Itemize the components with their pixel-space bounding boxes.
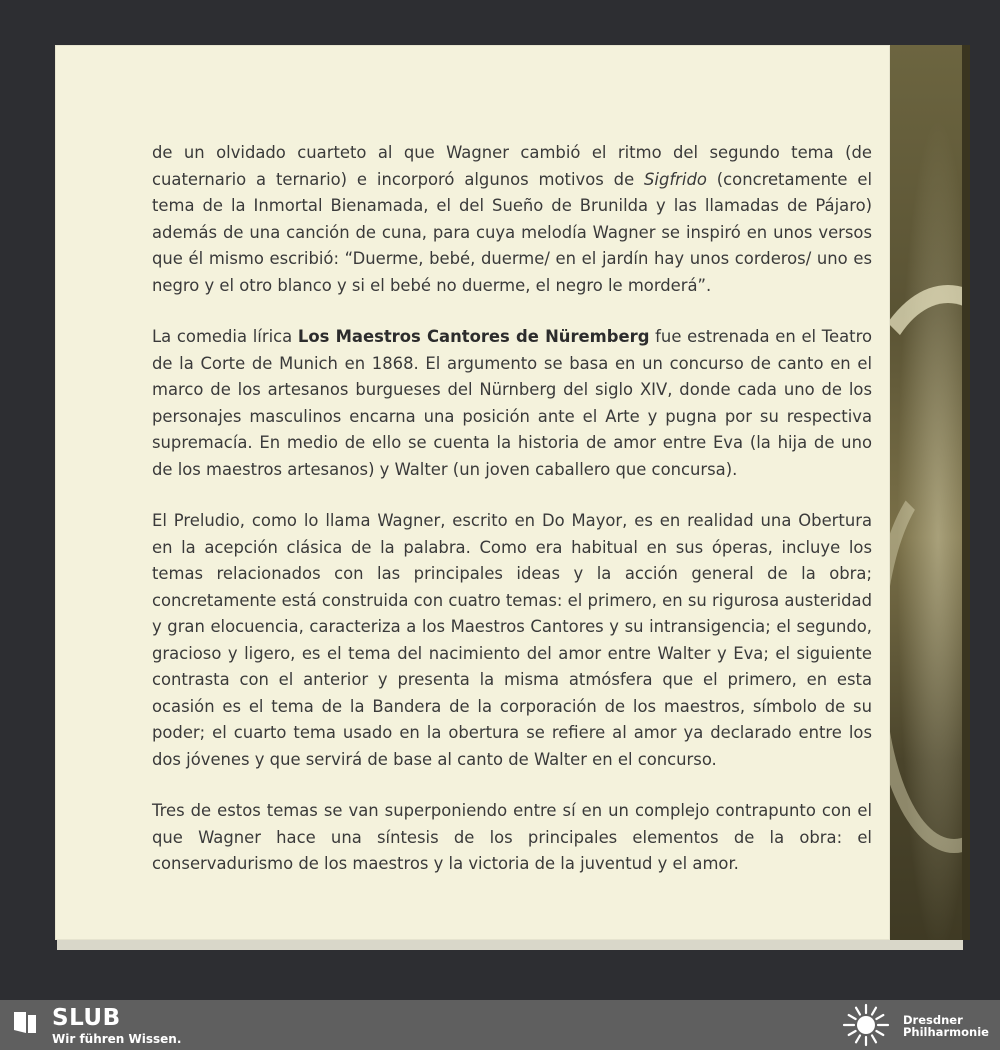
- paragraph-4: [152, 798, 872, 878]
- slub-logo-text[interactable]: SLUB: [52, 1005, 121, 1031]
- italic-title: Sigfrido: [644, 169, 707, 189]
- footer-bar: [0, 1000, 1000, 1050]
- paragraph-text: de un olvidado cuarteto al que Wagner cambió el ritmo del segundo tema (de cuaternario a ternario) e incorporó algunos motivos de: [152, 143, 872, 189]
- paragraph-1: [152, 140, 872, 299]
- paragraph-text: fue estrenada en el Teatro de la Corte de Munich en 1868. El argumento se basa en un concurso de canto en el marco de los artesanos burgueses del Nürnberg del siglo XIV, donde cada uno de los personajes masculinos encarna una posición ante el Arte y pugna por su respectiva supremacía. En medio de ello se cuenta la historia de amor entre Eva (la hija de uno de los maestros artesanos) y Walter (un joven caballero que concursa).: [152, 327, 872, 479]
- paragraph-text: El Preludio, como lo llama Wagner, escrito en Do Mayor, es en realidad una Obertura en la acepción clásica de la palabra. Como era habitual en sus óperas, incluye los temas relacionados con las principales ideas y la acción general de la obra; concretamente está construida con cuatro temas: el primero, en su rigurosa austeridad y gran elocuencia, caracteriza a los Maestros Cantores y su intransigencia; el segundo, gracioso y ligero, es el tema del nacimiento del amor entre Walter y Eva; el siguiente contrasta con el anterior y presenta la misma atmósfera que el primero, en esta ocasión es el tema de la Bandera de la corporación de los maestros, símbolo de su poder; el cuarto tema usado en la obertura se refiere al amor ya declarado entre los dos jóvenes y que servirá de base al canto de Walter en el concurso.: [152, 511, 872, 769]
- partner-logo-text[interactable]: [903, 1014, 989, 1038]
- paragraph-text: Tres de estos temas se van superponiendo entre sí en un complejo contrapunto con el que Wagner hace una síntesis de los principales elementos de la obra: el conservadurismo de los maestros y la victoria de la juventud y el amor.: [152, 801, 872, 873]
- bold-title: Los Maestros Cantores de Nüremberg: [297, 327, 650, 346]
- decorative-glow: [890, 45, 970, 940]
- paragraph-text: (concretamente el tema de la Inmortal Bienamada, el del Sueño de Brunilda y las llamadas de Pájaro) además de una canción de cuna, para cuya melodía Wagner se inspiró en unos versos que él mismo escribió: “Duerme, bebé, duerme/ en el jardín hay unos corderos/ uno es negro y el otro blanco y si el bebé no duerme, el negro le morderá”.: [152, 169, 872, 295]
- cover-edge: [962, 45, 970, 940]
- partner-line-2: Philharmonie: [903, 1025, 989, 1039]
- paragraph-text: La comedia lírica: [152, 327, 298, 346]
- cover-image-strip: [890, 45, 970, 940]
- slub-tagline: Wir führen Wissen.: [52, 1032, 182, 1046]
- sunburst-logo-icon[interactable]: [842, 1003, 890, 1047]
- paragraph-3: [152, 508, 872, 773]
- body-text: [152, 140, 872, 903]
- partner-line-1: Dresdner: [903, 1013, 963, 1027]
- book-icon[interactable]: [12, 1009, 38, 1035]
- paragraph-2: [152, 324, 872, 483]
